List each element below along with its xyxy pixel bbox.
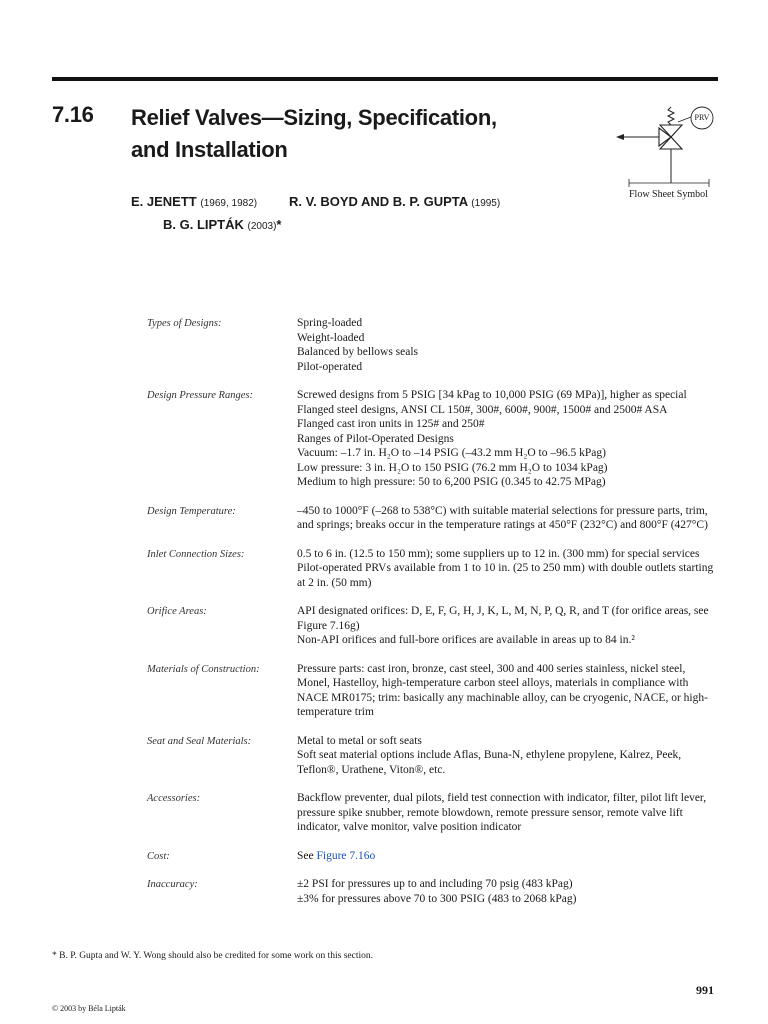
- spec-label: Materials of Construction:: [147, 663, 260, 675]
- spec-value: [297, 791, 717, 835]
- spec-label: Orifice Areas:: [147, 606, 207, 617]
- spec-label: Seat and Seal Materials:: [147, 735, 252, 747]
- spec-line: Non-API orifices and full-bore orifices are available in areas up to 84 in.²: [297, 634, 635, 646]
- section-title: [131, 102, 497, 166]
- spec-row-orifice-areas: [147, 604, 717, 648]
- spec-value: [297, 316, 717, 374]
- spec-line: Weight-loaded: [297, 331, 365, 344]
- author-jenett: [131, 194, 257, 209]
- author-boyd-gupta: [289, 194, 500, 209]
- spec-line: –450 to 1000°F (–268 to 538°C) with suitable material selections for pressure parts, trim, and springs; breaks occur in the temperature ratings at 450°F (232°C) and 800°F (427°C): [297, 504, 708, 531]
- author-liptak: [163, 217, 281, 232]
- spec-line: Ranges of Pilot-Operated Designs: [297, 432, 454, 445]
- footnote: * B. P. Gupta and W. Y. Wong should also be credited for some work on this section.: [52, 951, 373, 961]
- spec-value: [297, 734, 717, 778]
- spec-line: 0.5 to 6 in. (12.5 to 150 mm); some suppliers up to 12 in. (300 mm) for special services: [297, 547, 700, 560]
- spec-label: Design Pressure Ranges:: [147, 390, 253, 401]
- spec-value: [297, 547, 717, 591]
- spec-value: [297, 877, 717, 906]
- spec-line: Pilot-operated PRVs available from 1 to 10 in. (25 to 250 mm) with double outlets starting at 2 in. (50 mm): [297, 562, 714, 589]
- spec-line: Low pressure: 3 in. H₂O to 150 PSIG (76.2 mm H₂O to 1034 kPag): [297, 461, 608, 474]
- section-title-line-1: Relief Valves—Sizing, Specification,: [131, 105, 497, 130]
- spec-label: Inaccuracy:: [147, 879, 198, 890]
- spec-table: [147, 316, 717, 920]
- spec-line: Pressure parts: cast iron, bronze, cast steel, 300 and 400 series stainless, nickel steel, Monel, Hastelloy, high-temperature carbon steel alloys, materials in compliance with NACE MR0175; trim: basically any machinable alloy, can be cryogenic, NACE, or high-temperature trim: [297, 662, 708, 718]
- spec-row-temperature: [147, 504, 717, 533]
- spec-row-inaccuracy: [147, 877, 717, 906]
- spec-line: API designated orifices: D, E, F, G, H, J, K, L, M, N, P, Q, R, and T (for orifice areas, see Figure 7.16g): [297, 605, 709, 632]
- author-name: E. JENETT: [131, 194, 197, 209]
- spec-line: Balanced by bellows seals: [297, 346, 419, 358]
- spec-row-types: [147, 316, 717, 374]
- author-name: B. G. LIPTÁK: [163, 217, 244, 232]
- spec-line: Flanged cast iron units in 125# and 250#: [297, 418, 485, 430]
- header-rule: [52, 77, 718, 81]
- spec-value: [297, 662, 717, 720]
- section-number: 7.16: [52, 102, 94, 127]
- author-years: (1969, 1982): [200, 198, 258, 209]
- spec-row-seat-seal: [147, 734, 717, 778]
- spec-row-materials: [147, 662, 717, 720]
- spec-row-inlet-sizes: [147, 547, 717, 591]
- spec-value: [297, 388, 717, 490]
- spec-line: Soft seat material options include Aflas, Buna-N, ethylene propylene, Kalrez, Peek, Teflon®, Urathene, Viton®, etc.: [297, 749, 682, 776]
- spec-line: Medium to high pressure: 50 to 6,200 PSIG (0.345 to 42.75 MPag): [297, 476, 606, 488]
- author-name: R. V. BOYD AND B. P. GUPTA: [289, 194, 468, 209]
- copyright: © 2003 by Béla Lipták: [52, 1004, 126, 1013]
- spec-label: Inlet Connection Sizes:: [147, 548, 245, 560]
- spec-line: Spring-loaded: [297, 317, 363, 329]
- spec-line: Pilot-operated: [297, 360, 363, 373]
- spec-line: Backflow preventer, dual pilots, field test connection with indicator, filter, pilot lift lever, pressure spike snubber, remote blowdown, remote pressure sensor, remote valve lift indicator, valve monitor, valve position indicator: [297, 792, 707, 833]
- spec-value: [297, 604, 717, 648]
- spec-value: [297, 504, 717, 533]
- spec-row-accessories: [147, 791, 717, 835]
- spec-line: Flanged steel designs, ANSI CL 150#, 300#, 600#, 900#, 1500# and 2500# ASA: [297, 403, 668, 416]
- spec-label: Accessories:: [147, 793, 201, 804]
- cost-prefix: See: [297, 849, 317, 862]
- page-number: 991: [696, 983, 714, 997]
- spec-line: Screwed designs from 5 PSIG [34 kPag to 10,000 PSIG (69 MPa)], higher as special: [297, 389, 687, 401]
- figure-link[interactable]: Figure 7.16o: [316, 849, 376, 862]
- author-footnote-mark: *: [276, 217, 282, 232]
- spec-label: Design Temperature:: [147, 505, 236, 517]
- prv-tag: PRV: [694, 113, 710, 122]
- flow-sheet-symbol-caption: Flow Sheet Symbol: [629, 189, 708, 200]
- spec-row-pressure-ranges: [147, 388, 717, 490]
- spec-line: ±3% for pressures above 70 to 300 PSIG (483 to 2068 kPag): [297, 892, 577, 905]
- section-title-line-2: and Installation: [131, 137, 288, 162]
- spec-line: Vacuum: –1.7 in. H₂O to –14 PSIG (–43.2 mm H₂O to –96.5 kPag): [297, 447, 606, 459]
- author-years: (1995): [471, 198, 501, 209]
- spec-row-cost: [147, 849, 717, 864]
- spec-label: Types of Designs:: [147, 318, 222, 329]
- spec-value: [297, 849, 717, 864]
- author-years: (2003): [247, 221, 277, 232]
- spec-line: Metal to metal or soft seats: [297, 734, 422, 747]
- spec-label: Cost:: [147, 850, 170, 862]
- spec-line: ±2 PSI for pressures up to and including 70 psig (483 kPag): [297, 878, 573, 890]
